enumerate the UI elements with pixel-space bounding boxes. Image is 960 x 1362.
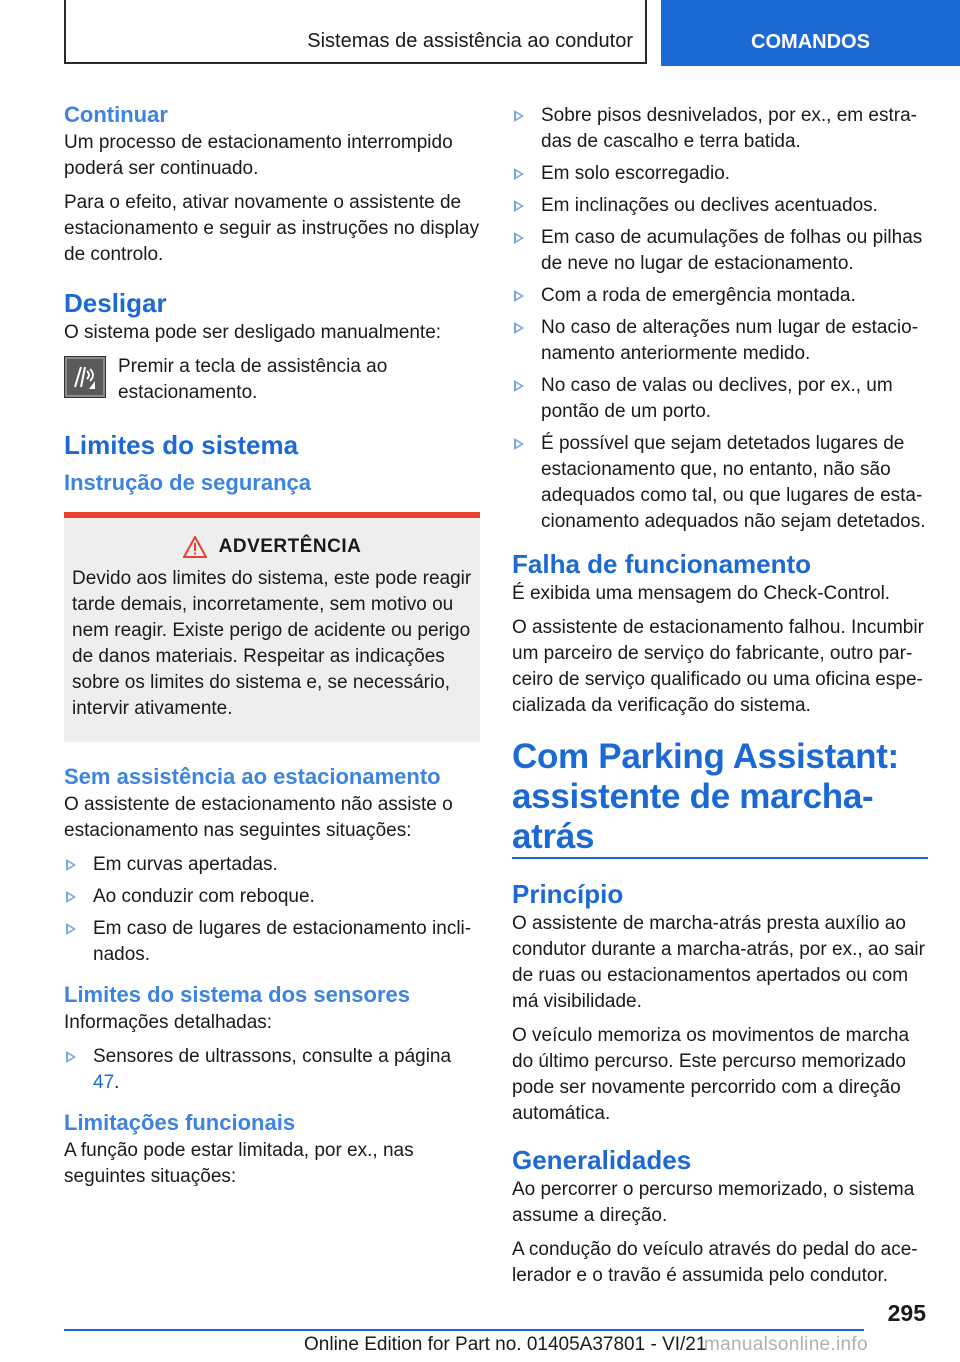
list-item: Em caso de lugares de estacionamento inclinados. [64, 916, 480, 968]
chapter-rule [512, 857, 928, 859]
warning-label: ADVERTÊNCIA [218, 536, 362, 557]
list-sem-assistencia [64, 852, 480, 968]
list-sensores [64, 1044, 480, 1096]
list-limitacoes [512, 103, 928, 535]
paragraph: O veículo memoriza os movimentos de marcha do último percurso. Este percurso memorizado pode ser novamente percorrido com a direção automática. [512, 1025, 910, 1124]
left-column [64, 100, 480, 1198]
paragraph: É exibida uma mensagem do Check-Control. [512, 583, 891, 604]
list-item: Sobre pisos desnivelados, por ex., em estradas de cascalho e terra batida. [512, 103, 928, 155]
paragraph: O assistente de estacionamento não assiste o estacionamento nas seguintes situações: [64, 794, 453, 841]
bullet-triangle-icon [514, 290, 524, 302]
bullet-triangle-icon [514, 322, 524, 334]
list-item: Em inclinações ou declives acentuados. [512, 193, 928, 219]
paragraph: A função pode estar limitada, por ex., nas seguintes situações: [64, 1140, 414, 1187]
bullet-triangle-icon [66, 1051, 76, 1063]
heading-desligar: Desligar [64, 288, 167, 318]
paragraph: Ao percorrer o percurso memorizado, o sistema assume a direção. [512, 1179, 915, 1226]
heading-limitacoes: Limitações funcionais [64, 1110, 296, 1135]
list-item: É possível que sejam detetados lugares de estacionamento que, no entanto, não são adequados como tal, ou que lugares de estacionamento adequados não sejam detetados. [512, 431, 928, 535]
bullet-triangle-icon [514, 168, 524, 180]
key-instruction-text: Premir a tecla de assistência ao estacionamento. [118, 356, 388, 403]
right-column [512, 103, 928, 1297]
page-number: 295 [887, 1300, 926, 1326]
bullet-triangle-icon [514, 438, 524, 450]
paragraph: O assistente de estacionamento falhou. Incumbir um parceiro de serviço do fabricante, outro parceiro de serviço qualificado ou uma oficina especializada da verificação do sistema. [512, 617, 924, 716]
page-link[interactable]: 47 [93, 1072, 115, 1093]
heading-falha: Falha de funcionamento [512, 549, 812, 579]
parking-key-instruction [64, 354, 480, 406]
list-item: No caso de valas ou declives, por ex., um pontão de um porto. [512, 373, 928, 425]
list-item: Ao conduzir com reboque. [64, 884, 480, 910]
list-item: Em solo escorregadio. [512, 161, 928, 187]
edition-text: Online Edition for Part no. 01405A37801 - VI/21 [304, 1334, 707, 1355]
bullet-triangle-icon [514, 232, 524, 244]
heading-sensores: Limites do sistema dos sensores [64, 982, 411, 1007]
parking-assist-button-icon [64, 356, 106, 398]
paragraph: Para o efeito, ativar novamente o assistente de estacionamento e seguir as instruções no display de controlo. [64, 192, 480, 265]
heading-sem-assistencia: Sem assistência ao estacionamento [64, 764, 441, 789]
bullet-triangle-icon [66, 891, 76, 903]
bullet-triangle-icon [514, 110, 524, 122]
list-item: Em caso de acumulações de folhas ou pilhas de neve no lugar de estacionamento. [512, 225, 928, 277]
heading-instrucao: Instrução de segurança [64, 470, 311, 495]
chapter-heading: Com Parking Assistant: assistente de marcha-atrás [512, 737, 899, 856]
warning-box [64, 512, 480, 742]
warning-header [72, 536, 472, 558]
heading-principio: Princípio [512, 879, 624, 909]
bullet-triangle-icon [66, 923, 76, 935]
list-item: Sensores de ultrassons, consulte a página 47. [64, 1044, 480, 1096]
list-item: Com a roda de emergência montada. [512, 283, 928, 309]
chapter-tab[interactable]: COMANDOS [661, 0, 960, 66]
paragraph: A condução do veículo através do pedal do acelerador e o travão é assumida pelo condutor. [512, 1239, 918, 1286]
heading-limites: Limites do sistema [64, 430, 299, 460]
watermark: manualsonline.info [704, 1334, 868, 1355]
list-item: No caso de alterações num lugar de estacionamento anteriormente medido. [512, 315, 928, 367]
paragraph: O sistema pode ser desligado manualmente: [64, 322, 442, 343]
header-frame [64, 0, 647, 64]
warning-text: Devido aos limites do sistema, este pode reagir tarde demais, incorretamente, sem motivo ou nem reagir. Existe perigo de acidente ou perigo de danos materiais. Respeitar as indicações sobre os limites do sistema e, se necessário, intervir ativamente. [72, 568, 472, 719]
heading-generalidades: Generalidades [512, 1145, 692, 1175]
paragraph: O assistente de marcha-atrás presta auxílio ao condutor durante a marcha-atrás, por ex., ao sair de ruas ou estacionamentos apertados ou com má visibilidade. [512, 913, 925, 1012]
bullet-triangle-icon [66, 859, 76, 871]
warning-triangle-icon [183, 536, 207, 558]
heading-continuar: Continuar [64, 102, 168, 127]
paragraph: Informações detalhadas: [64, 1012, 273, 1033]
footer-rule [64, 1329, 864, 1331]
bullet-triangle-icon [514, 200, 524, 212]
bullet-triangle-icon [514, 380, 524, 392]
list-item: Em curvas apertadas. [64, 852, 480, 878]
section-title: Sistemas de assistência ao condutor [307, 30, 633, 52]
paragraph: Um processo de estacionamento interrompido poderá ser continuado. [64, 132, 453, 179]
